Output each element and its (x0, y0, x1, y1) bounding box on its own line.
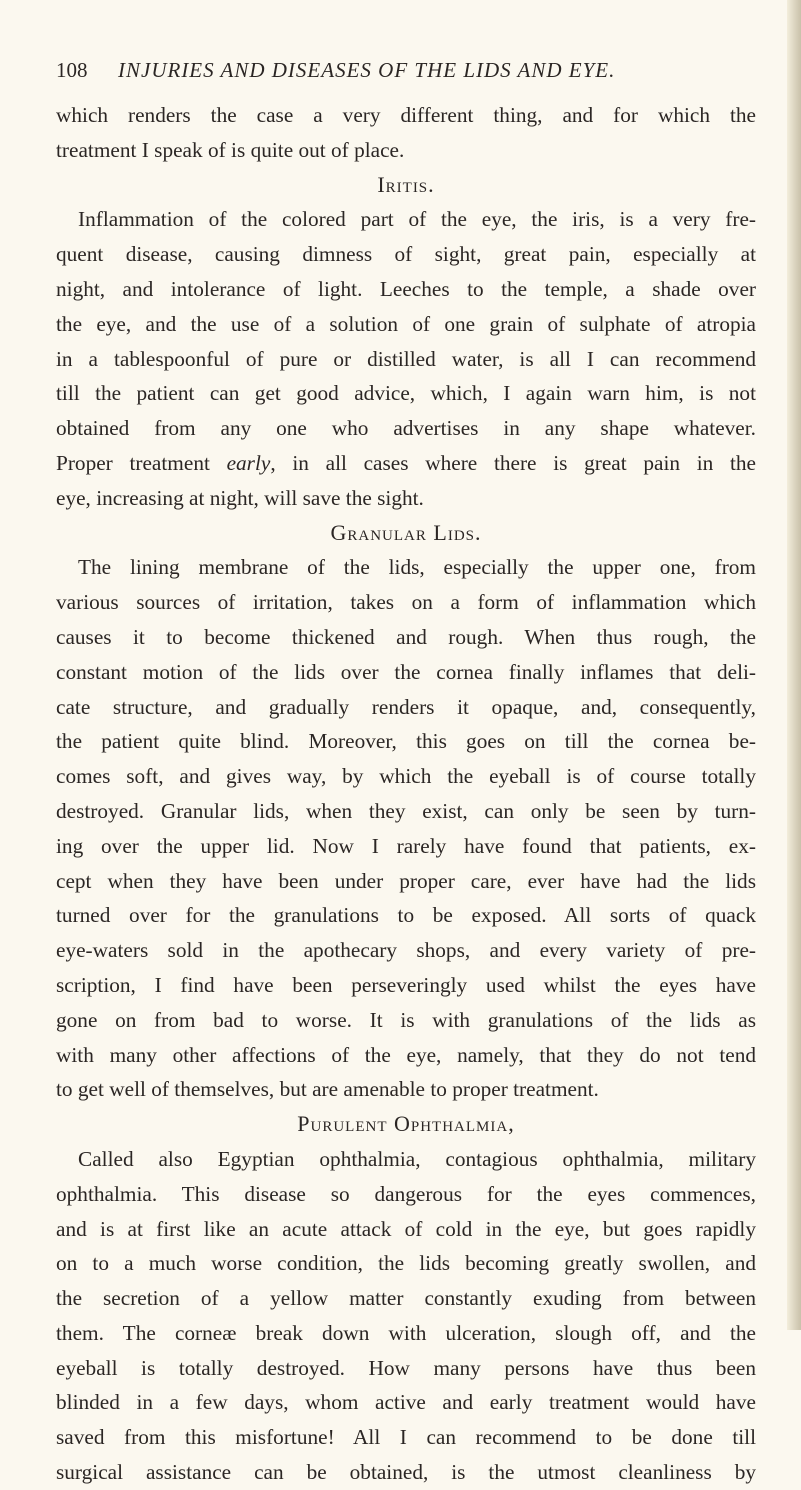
page-edge (787, 0, 801, 1330)
text-line: causes it to become thickened and rough. When thus rough, the (56, 624, 756, 649)
section-heading-iritis: Iritis. (377, 171, 435, 197)
text-line: the eye, and the use of a solution of one grain of sulphate of atropia (56, 311, 756, 336)
text-line: cept when they have been under proper care, ever have had the lids (56, 868, 756, 893)
text-line: the secretion of a yellow matter constantly exuding from between (56, 1286, 756, 1311)
text-line: in a tablespoonful of pure or distilled water, is all I can recommend (56, 346, 756, 371)
text-line: scription, I find have been perseveringly used whilst the eyes have (56, 972, 756, 997)
section-heading-granular-lids: Granular Lids. (330, 519, 482, 545)
text-line: constant motion of the lids over the cornea finally inflames that deli- (56, 659, 756, 684)
text-line: The lining membrane of the lids, especially the upper one, from (78, 555, 756, 580)
body-text (56, 98, 756, 1490)
text-line: night, and intolerance of light. Leeches to the temple, a shade over (56, 276, 756, 301)
text-line: treatment I speak of is quite out of place. (56, 137, 405, 162)
text-line: various sources of irritation, takes on a form of inflammation which (56, 590, 756, 615)
text-line: comes soft, and gives way, by which the eyeball is of course totally (56, 764, 756, 789)
text-line: eye-waters sold in the apothecary shops, and every variety of pre- (56, 938, 756, 963)
emphasis-early: early (226, 450, 271, 475)
text-line: the patient quite blind. Moreover, this goes on till the cornea be- (56, 729, 756, 754)
text-line: and is at first like an acute attack of cold in the eye, but goes rapidly (56, 1216, 756, 1241)
text-segment: , in all cases where there is great pain in the (270, 450, 756, 475)
text-line: blinded in a few days, whom active and early treatment would have (56, 1390, 756, 1415)
text-line: saved from this misfortune! All I can recommend to be done till (56, 1425, 756, 1450)
page-header (56, 52, 756, 86)
text-line: eye, increasing at night, will save the sight. (56, 485, 424, 510)
running-head: INJURIES AND DISEASES OF THE LIDS AND EYE. (118, 58, 616, 82)
text-line: obtained from any one who advertises in any shape whatever. (56, 416, 756, 441)
text-line: turned over for the granulations to be exposed. All sorts of quack (56, 903, 756, 928)
text-line: eyeball is totally destroyed. How many persons have thus been (56, 1355, 756, 1380)
text-line: ophthalmia. This disease so dangerous for the eyes commences, (56, 1181, 756, 1206)
text-line: till the patient can get good advice, which, I again warn him, is not (56, 381, 756, 406)
text-segment: Proper treatment (56, 450, 227, 475)
text-line: Called also Egyptian ophthalmia, contagious ophthalmia, military (78, 1146, 756, 1171)
text-line: with many other affections of the eye, namely, that they do not tend (56, 1042, 756, 1067)
text-line: on to a much worse condition, the lids becoming greatly swollen, and (56, 1251, 756, 1276)
text-line: cate structure, and gradually renders it opaque, and, consequently, (56, 694, 756, 719)
text-line: to get well of themselves, but are amenable to proper treatment. (56, 1077, 599, 1102)
page-number: 108 (56, 58, 88, 82)
text-line: gone on from bad to worse. It is with granulations of the lids as (56, 1007, 756, 1032)
text-line: them. The corneæ break down with ulceration, slough off, and the (56, 1320, 756, 1345)
text-line: surgical assistance can be obtained, is the utmost cleanliness by (56, 1460, 756, 1485)
text-line: Inflammation of the colored part of the eye, the iris, is a very fre- (78, 207, 756, 232)
text-line: quent disease, causing dimness of sight, great pain, especially at (56, 242, 756, 267)
text-line: destroyed. Granular lids, when they exist, can only be seen by turn- (56, 798, 756, 823)
text-line: which renders the case a very different thing, and for which the (56, 103, 756, 127)
text-line (56, 446, 756, 481)
section-heading-purulent-ophthalmia: Purulent Ophthalmia, (297, 1111, 515, 1137)
text-line: ing over the upper lid. Now I rarely have found that patients, ex- (56, 833, 756, 858)
